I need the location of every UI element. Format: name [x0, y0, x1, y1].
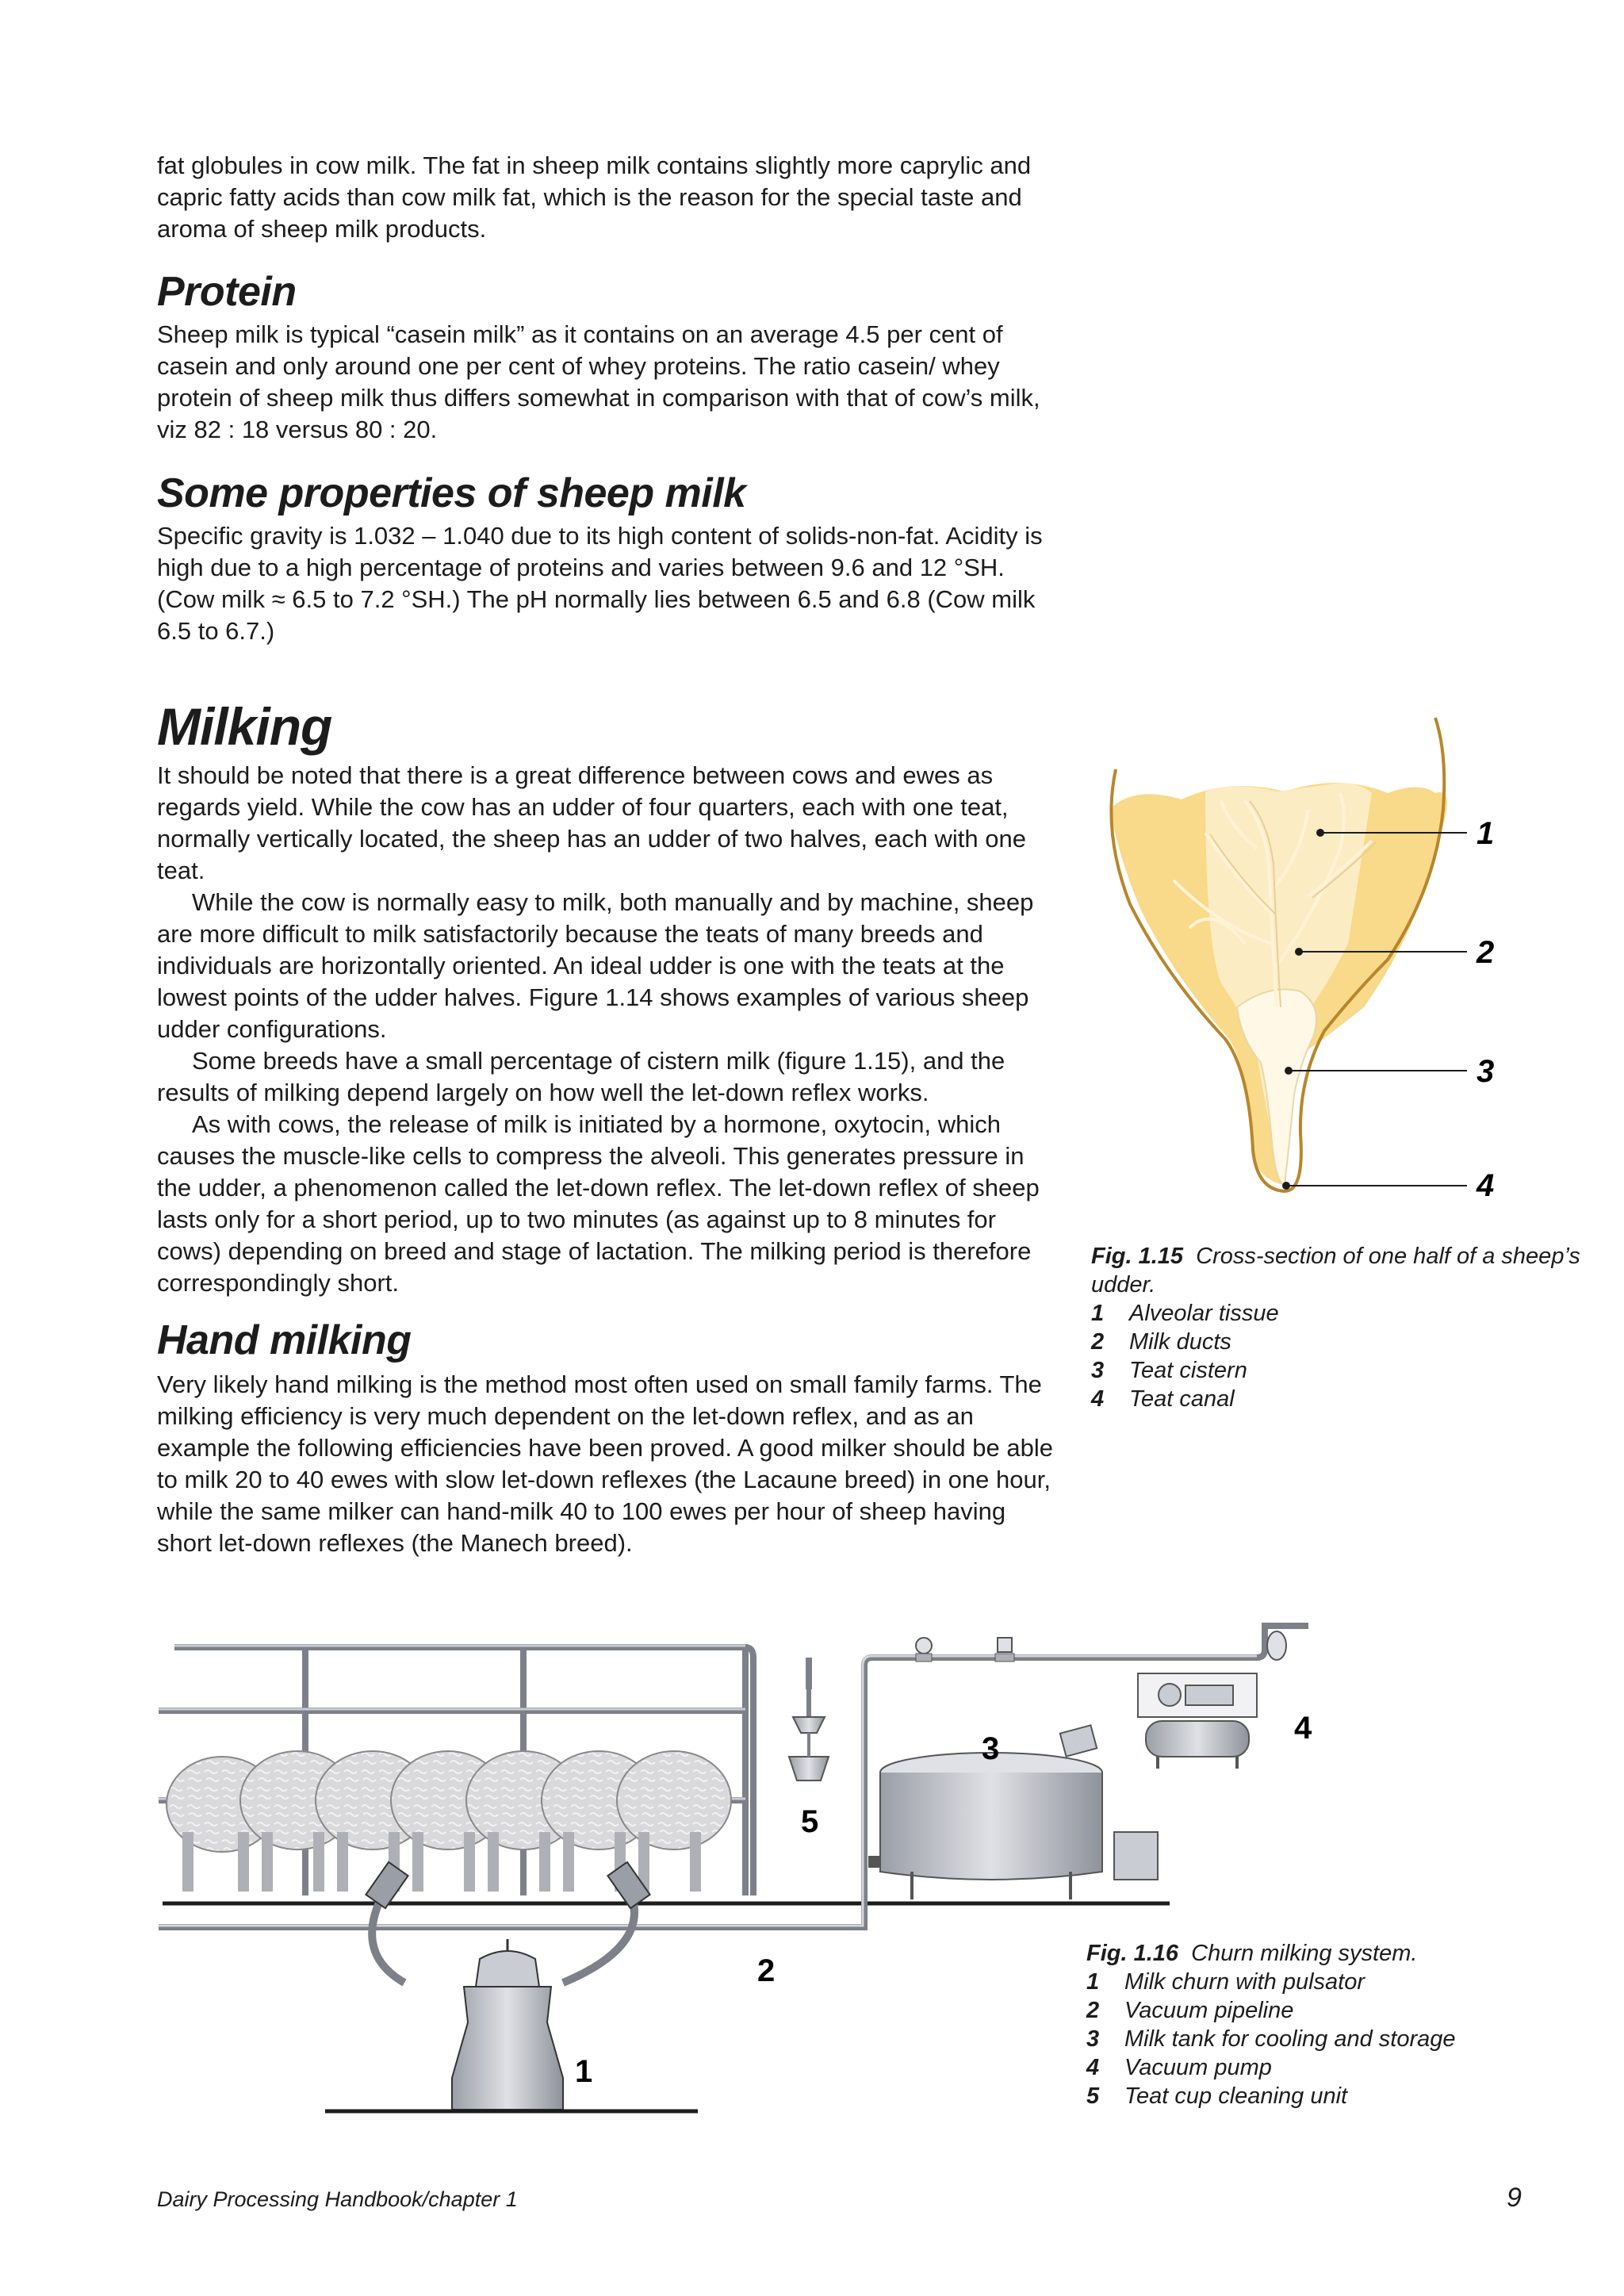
- fig-1-15-item-num: 1: [1091, 1301, 1105, 1326]
- fig-1-15-caption: [1091, 1242, 1583, 1413]
- udder-label-3: 3: [1477, 1054, 1495, 1089]
- fig-1-15-item-num: 3: [1091, 1358, 1105, 1383]
- milking-heading: Milking: [157, 697, 332, 756]
- udder-label-4: 4: [1477, 1168, 1495, 1203]
- teat-cup-cleaning-unit: [789, 1689, 829, 1780]
- vacuum-pump: [1138, 1673, 1257, 1769]
- fig-1-16-item-num: 1: [1086, 1969, 1100, 1995]
- hand-milking-paragraph: [157, 1369, 1053, 1559]
- protein-heading: Protein: [157, 269, 297, 315]
- properties-heading: Some properties of sheep milk: [157, 470, 746, 516]
- fig-1-15-title-line: [1091, 1242, 1583, 1299]
- milking-paragraph-4: As with cows, the release of milk is initiated by a hormone, oxytocin, which causes the muscle-like cells to compress the alveoli. This generates pressure in the udder, a phenomenon called the let-down reflex. The let-down reflex of sheep lasts only for a short period, up to two minutes (as against up to 8 minutes for cows) depending on breed and stage of lactation. The milking period is therefore correspondingly short.: [157, 1110, 1040, 1297]
- hand-milking-text: Very likely hand milking is the method most often used on small family farms. The milking efficiency is very much dependent on the let-down reflex, and as an example the following efficiencies have been proved. A good milker should be able to milk 20 to 40 ewes with slow let-down reflexes (the Lacaune breed) in one hour, while the same milker can hand-milk 40 to 100 ewes per hour of sheep having short let-down reflexes (the Manech breed).: [157, 1370, 1053, 1557]
- fig-1-15-item: [1091, 1299, 1583, 1328]
- fig-1-15-item-text: Milk ducts: [1129, 1329, 1231, 1355]
- fig-1-16-item-num: 3: [1086, 2026, 1100, 2052]
- fig-1-15-item-text: Alveolar tissue: [1129, 1301, 1279, 1326]
- system-label-4: 4: [1294, 1711, 1312, 1746]
- intro-text: fat globules in cow milk. The fat in sheep milk contains slightly more caprylic and capric fatty acids than cow milk fat, which is the reason for the special taste and aroma of sheep milk products.: [157, 151, 1032, 243]
- fig-1-15-item-num: 2: [1091, 1329, 1105, 1355]
- fig-1-16-label: Fig. 1.16: [1086, 1941, 1179, 1966]
- milking-paragraph-3: Some breeds have a small percentage of cistern milk (figure 1.15), and the results of milking depend largely on how well the let-down reflex works.: [157, 1047, 1005, 1106]
- fig-1-16-item-text: Vacuum pipeline: [1124, 1998, 1294, 2023]
- protein-text: Sheep milk is typical “casein milk” as it contains on an average 4.5 per cent of casein and only around one per cent of whey proteins. The ratio casein/ whey protein of sheep milk thus differs somewhat in comparison with that of cow’s milk, viz 82 : 18 versus 80 : 20.: [157, 320, 1040, 443]
- fig-1-15-title: Cross-section of one half of a sheep’s udder.: [1091, 1244, 1580, 1297]
- pipeline-valve: [995, 1638, 1014, 1662]
- fig-1-16-caption: [1086, 1939, 1602, 2110]
- page-number: 9: [1507, 2183, 1522, 2213]
- milking-paragraphs: [157, 760, 1053, 1299]
- footer-source: Dairy Processing Handbook/chapter 1: [157, 2187, 518, 2211]
- udder-label-2: 2: [1477, 935, 1495, 970]
- sheep-group: [167, 1751, 731, 1892]
- fig-1-16-item-text: Teat cup cleaning unit: [1124, 2083, 1348, 2109]
- protein-paragraph: [157, 319, 1053, 446]
- udder-cross-section-figure: [1086, 706, 1562, 1213]
- udder-label-1: 1: [1477, 816, 1495, 851]
- fig-1-15-label: Fig. 1.15: [1091, 1244, 1184, 1269]
- system-label-2: 2: [757, 1953, 776, 1988]
- pipeline-valve: [916, 1638, 932, 1662]
- fig-1-16-item-text: Milk churn with pulsator: [1124, 1969, 1365, 1995]
- fig-1-16-item: [1086, 1996, 1602, 2025]
- system-label-3: 3: [982, 1731, 1000, 1766]
- fig-1-16-item: [1086, 2082, 1602, 2110]
- fig-1-16-item-num: 5: [1086, 2083, 1100, 2109]
- fig-1-15-item-num: 4: [1091, 1386, 1105, 1412]
- fig-1-16-title: Churn milking system.: [1191, 1941, 1418, 1966]
- hand-milking-heading: Hand milking: [157, 1317, 412, 1363]
- properties-text: Specific gravity is 1.032 – 1.040 due to its high content of solids-non-fat. Acidity is high due to a high percentage of proteins and varies between 9.6 and 12 °SH. (Cow milk ≈ 6.5 to 7.2 °SH.) The pH normally lies between 6.5 and 6.8 (Cow milk 6.5 to 6.7.): [157, 522, 1043, 645]
- fig-1-15-item: [1091, 1385, 1583, 1413]
- fig-1-16-item-num: 4: [1086, 2055, 1100, 2080]
- milk-churn: [366, 1862, 649, 2110]
- fig-1-15-item-text: Teat canal: [1129, 1386, 1235, 1412]
- fig-1-16-item: [1086, 2025, 1602, 2053]
- milking-paragraph-1: It should be noted that there is a great difference between cows and ewes as regards yield. While the cow has an udder of four quarters, each with one teat, normally vertically located, the sheep has an udder of two halves, each with one teat.: [157, 761, 1026, 884]
- properties-paragraph: [157, 520, 1053, 647]
- fig-1-16-item-text: Vacuum pump: [1124, 2055, 1272, 2080]
- fig-1-15-item-text: Teat cistern: [1129, 1358, 1247, 1383]
- system-label-5: 5: [801, 1804, 819, 1839]
- sheep: [617, 1751, 731, 1892]
- fig-1-16-item-num: 2: [1086, 1998, 1100, 2023]
- pipeline-valve: [1267, 1631, 1286, 1660]
- system-label-1: 1: [575, 2054, 593, 2089]
- fig-1-15-item: [1091, 1328, 1583, 1356]
- milk-tank: [868, 1725, 1158, 1899]
- fig-1-16-title-line: [1086, 1939, 1602, 1968]
- fig-1-15-item: [1091, 1356, 1583, 1385]
- intro-paragraph: [157, 150, 1053, 245]
- fig-1-16-item: [1086, 2053, 1602, 2082]
- milking-paragraph-2: While the cow is normally easy to milk, both manually and by machine, sheep are more difficult to milk satisfactorily because the teats of many breeds and individuals are horizontally oriented. An ideal udder is one with the teats at the lowest points of the udder halves. Figure 1.14 shows examples of various sheep udder configurations.: [157, 888, 1034, 1043]
- fig-1-16-item: [1086, 1968, 1602, 1996]
- fig-1-16-item-text: Milk tank for cooling and storage: [1124, 2026, 1456, 2052]
